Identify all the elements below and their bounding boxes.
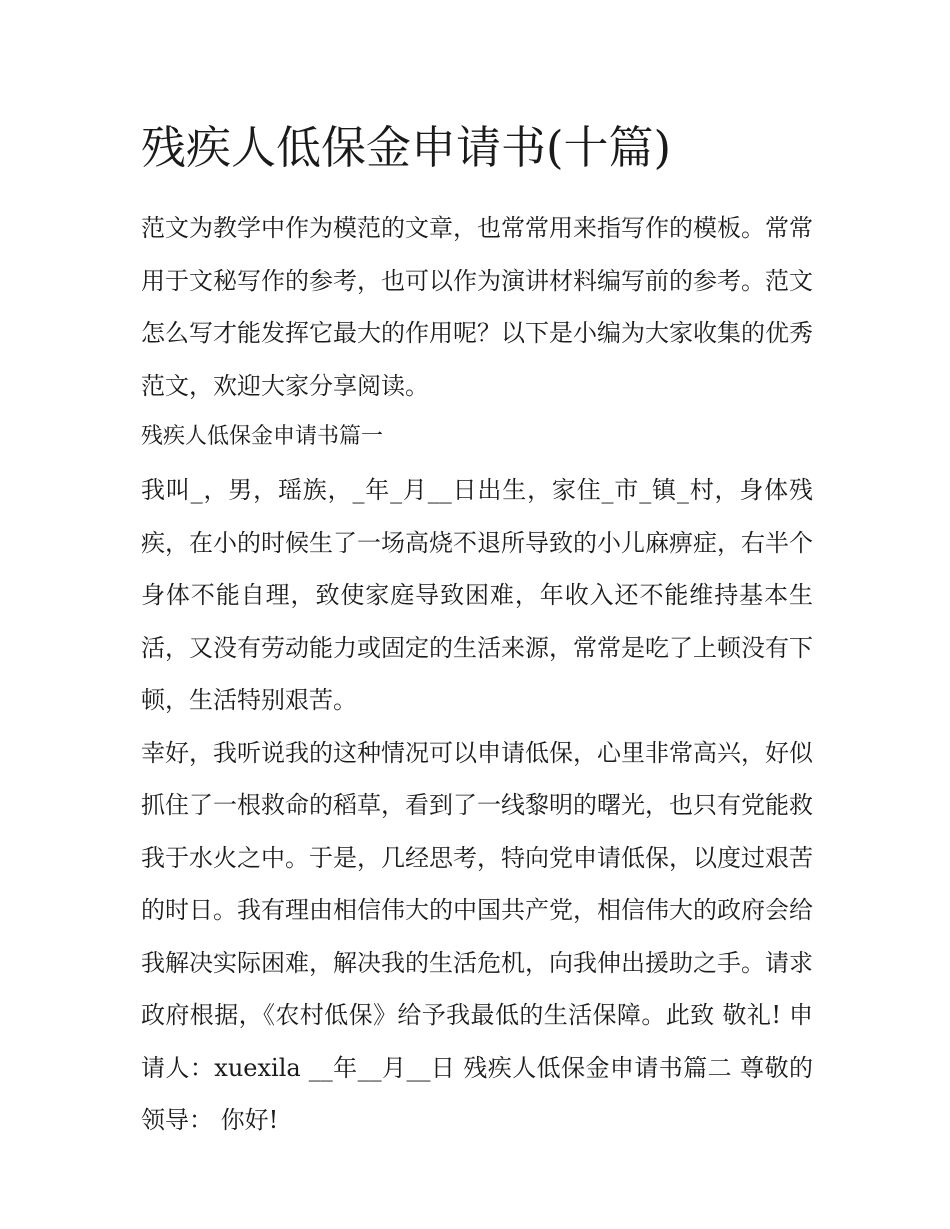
intro-paragraph: 范文为教学中作为模范的文章，也常常用来指写作的模板。常常用于文秘写作的参考，也可以作为演讲材料编写前的参考。范文怎么写才能发挥它最大的作用呢？以下是小编为大家收集的优秀范文，欢迎大家分享阅读。 (141, 214, 813, 400)
document-page (141, 118, 813, 1147)
document-title: 残疾人低保金申请书(十篇) (141, 121, 672, 174)
section-heading: 残疾人低保金申请书篇一 (141, 424, 384, 449)
body-paragraph-1: 我叫_，男，瑶族，_年_月__日出生，家住_市_镇_村，身体残疾，在小的时候生了一场高烧不退所导致的小儿麻痹症，右半个身体不能自理，致使家庭导致困难，年收入还不能维持基本生活，又没有劳动能力或固定的生活来源，常常是吃了上顿没有下顿，生活特别艰苦。 (141, 476, 813, 714)
body-paragraph-2: 幸好，我听说我的这种情况可以申请低保，心里非常高兴，好似抓住了一根救命的稻草，看到了一线黎明的曙光，也只有党能救我于水火之中。于是，几经思考，特向党申请低保，以度过艰苦的时日。我有理由相信伟大的中国共产党，相信伟大的政府会给我解决实际困难，解决我的生活危机，向我伸出援助之手。请求政府根据，《农村低保》给予我最低的生活保障。此致 敬礼! 申请人：xuexila __年__月__日 残疾人低保金申请书篇二 尊敬的领导： 你好! (141, 738, 813, 1134)
